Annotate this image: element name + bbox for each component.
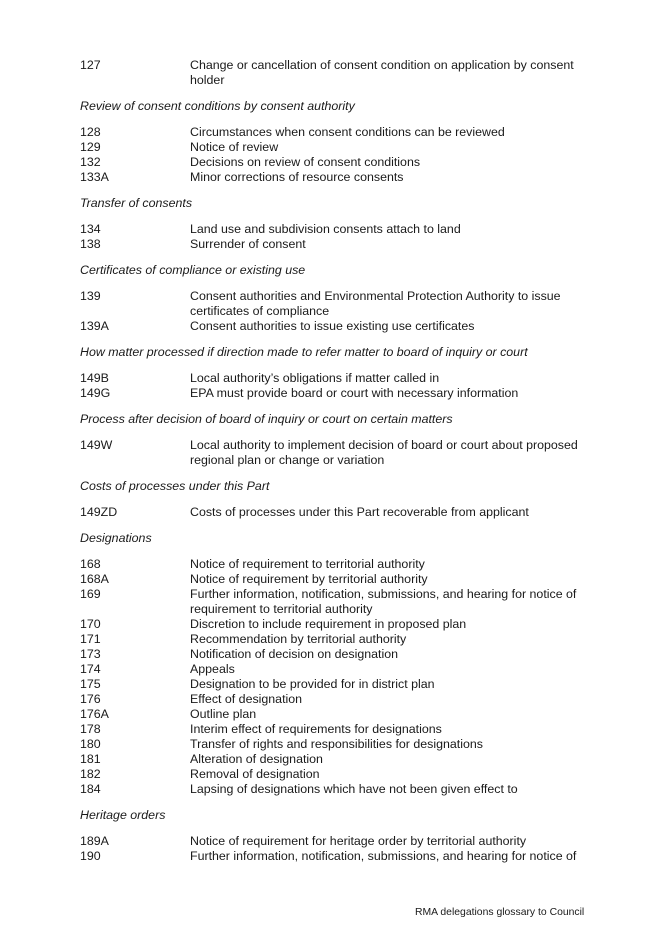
section-description: Transfer of rights and responsibilities for designations bbox=[190, 737, 483, 751]
section-description: Discretion to include requirement in proposed plan bbox=[190, 617, 467, 631]
section-description: Notice of requirement for heritage order by territorial authority bbox=[190, 834, 527, 848]
glossary-row bbox=[80, 557, 600, 572]
section-number: 175 bbox=[80, 677, 101, 691]
glossary-row bbox=[80, 386, 600, 401]
section-heading: Process after decision of board of inquiry or court on certain matters bbox=[80, 412, 453, 426]
section-description: Removal of designation bbox=[190, 767, 320, 781]
glossary-row bbox=[80, 289, 600, 319]
section-number: 178 bbox=[80, 722, 101, 736]
section-number: 138 bbox=[80, 237, 101, 251]
section-heading: How matter processed if direction made to refer matter to board of inquiry or court bbox=[80, 345, 528, 359]
glossary-row bbox=[80, 155, 600, 170]
section-description: Land use and subdivision consents attach to land bbox=[190, 222, 461, 236]
document-body bbox=[80, 58, 600, 864]
section-number: 139A bbox=[80, 319, 109, 333]
section-description: Circumstances when consent conditions can be reviewed bbox=[190, 125, 505, 139]
section-number: 176 bbox=[80, 692, 101, 706]
glossary-row bbox=[80, 125, 600, 140]
section-number: 133A bbox=[80, 170, 109, 184]
section-description: Notice of requirement to territorial authority bbox=[190, 557, 425, 571]
section-heading: Transfer of consents bbox=[80, 196, 193, 210]
section-description: Effect of designation bbox=[190, 692, 303, 706]
section-description: Interim effect of requirements for designations bbox=[190, 722, 442, 736]
section-description: Minor corrections of resource consents bbox=[190, 170, 404, 184]
glossary-row bbox=[80, 438, 600, 468]
section bbox=[80, 196, 600, 252]
glossary-row bbox=[80, 834, 600, 849]
glossary-row bbox=[80, 677, 600, 692]
section-description: Further information, notification, submissions, and hearing for notice of requirement to territorial authority bbox=[190, 587, 577, 616]
section-number: 134 bbox=[80, 222, 101, 236]
section bbox=[80, 808, 600, 864]
glossary-row bbox=[80, 58, 600, 88]
section-heading: Certificates of compliance or existing use bbox=[80, 263, 306, 277]
section-description: Surrender of consent bbox=[190, 237, 306, 251]
section-number: 180 bbox=[80, 737, 101, 751]
section-number: 127 bbox=[80, 58, 101, 72]
page-footer: RMA delegations glossary to Council bbox=[415, 907, 585, 918]
section-description: Decisions on review of consent conditions bbox=[190, 155, 421, 169]
section-number: 132 bbox=[80, 155, 101, 169]
section bbox=[80, 345, 600, 401]
section-description: Recommendation by territorial authority bbox=[190, 632, 407, 646]
section bbox=[80, 412, 600, 468]
glossary-row bbox=[80, 222, 600, 237]
section-number: 182 bbox=[80, 767, 101, 781]
glossary-row bbox=[80, 170, 600, 185]
section-number: 149B bbox=[80, 371, 109, 385]
section-number: 139 bbox=[80, 289, 101, 303]
section-description: Local authority’s obligations if matter called in bbox=[190, 371, 440, 385]
section-number: 149ZD bbox=[80, 505, 118, 519]
section-description: Lapsing of designations which have not been given effect to bbox=[190, 782, 518, 796]
section-number: 170 bbox=[80, 617, 101, 631]
section bbox=[80, 479, 600, 520]
glossary-row bbox=[80, 572, 600, 587]
section-description: Notice of review bbox=[190, 140, 279, 154]
section-description: Alteration of designation bbox=[190, 752, 323, 766]
section-description: Appeals bbox=[190, 662, 235, 676]
section-number: 181 bbox=[80, 752, 101, 766]
section-description: Further information, notification, submissions, and hearing for notice of bbox=[190, 849, 577, 863]
section-number: 169 bbox=[80, 587, 101, 601]
section-number: 171 bbox=[80, 632, 101, 646]
glossary-row bbox=[80, 662, 600, 677]
section-number: 190 bbox=[80, 849, 101, 863]
glossary-row bbox=[80, 692, 600, 707]
section-heading: Heritage orders bbox=[80, 808, 166, 822]
section-description: EPA must provide board or court with necessary information bbox=[190, 386, 519, 400]
section-heading: Designations bbox=[80, 531, 152, 545]
section-description: Local authority to implement decision of board or court about proposed regional plan or change or variation bbox=[190, 438, 578, 467]
glossary-row bbox=[80, 237, 600, 252]
section-description: Outline plan bbox=[190, 707, 257, 721]
section bbox=[80, 99, 600, 185]
glossary-row bbox=[80, 849, 600, 864]
section bbox=[80, 531, 600, 797]
section-number: 176A bbox=[80, 707, 109, 721]
section-number: 129 bbox=[80, 140, 101, 154]
glossary-row bbox=[80, 505, 600, 520]
section-description: Change or cancellation of consent condition on application by consent holder bbox=[190, 58, 574, 87]
section-description: Costs of processes under this Part recoverable from applicant bbox=[190, 505, 529, 519]
section-number: 168A bbox=[80, 572, 109, 586]
section-heading: Costs of processes under this Part bbox=[80, 479, 270, 493]
section-description: Designation to be provided for in district plan bbox=[190, 677, 435, 691]
section bbox=[80, 263, 600, 334]
section-number: 128 bbox=[80, 125, 101, 139]
section-heading: Review of consent conditions by consent authority bbox=[80, 99, 355, 113]
section bbox=[80, 58, 600, 88]
glossary-row bbox=[80, 371, 600, 386]
section-number: 173 bbox=[80, 647, 101, 661]
glossary-row bbox=[80, 647, 600, 662]
glossary-row bbox=[80, 782, 600, 797]
section-number: 149G bbox=[80, 386, 111, 400]
section-description: Consent authorities to issue existing use certificates bbox=[190, 319, 475, 333]
glossary-row bbox=[80, 737, 600, 752]
section-number: 174 bbox=[80, 662, 101, 676]
section-number: 184 bbox=[80, 782, 101, 796]
section-number: 189A bbox=[80, 834, 109, 848]
glossary-row bbox=[80, 767, 600, 782]
glossary-row bbox=[80, 617, 600, 632]
section-number: 149W bbox=[80, 438, 113, 452]
glossary-row bbox=[80, 140, 600, 155]
section-number: 168 bbox=[80, 557, 101, 571]
section-description: Consent authorities and Environmental Protection Authority to issue certificates of compliance bbox=[190, 289, 561, 318]
glossary-row bbox=[80, 722, 600, 737]
glossary-row bbox=[80, 707, 600, 722]
glossary-row bbox=[80, 752, 600, 767]
glossary-row bbox=[80, 319, 600, 334]
section-description: Notification of decision on designation bbox=[190, 647, 399, 661]
glossary-row bbox=[80, 587, 600, 617]
section-description: Notice of requirement by territorial authority bbox=[190, 572, 428, 586]
glossary-row bbox=[80, 632, 600, 647]
